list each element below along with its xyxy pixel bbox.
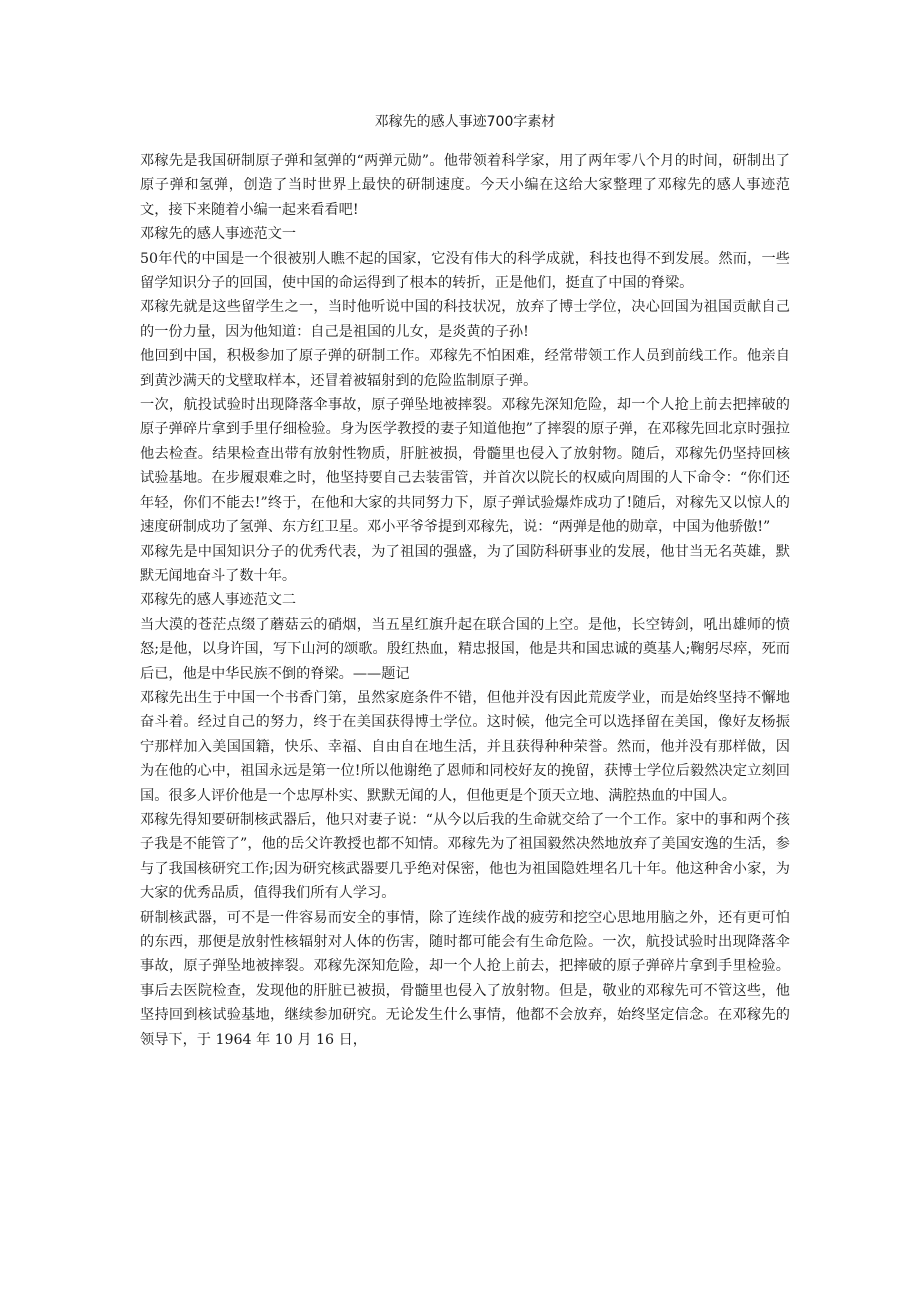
paragraph: 当大漠的苍茫点缀了蘑菇云的硝烟，当五星红旗升起在联合国的上空。是他，长空铸剑，吼出雄师的愤怒;是他，以身许国，写下山河的颂歌。殷红热血，精忠报国，他是共和国忠诚的奠基人;鞠躬尽瘁，死而后已，他是中华民族不倒的脊梁。——题记 (140, 616, 790, 682)
section-heading-two: 邓稼先的感人事迹范文二 (140, 592, 297, 609)
paragraph: 他回到中国，积极参加了原子弹的研制工作。邓稼先不怕困难，经常带领工作人员到前线工作。他亲自到黄沙满天的戈壁取样本，还冒着被辐射到的危险监制原子弹。 (140, 348, 790, 389)
section-heading-one: 邓稼先的感人事迹范文一 (140, 226, 297, 243)
intro-paragraph: 邓稼先是我国研制原子弹和氢弹的“两弹元勋”。他带领着科学家，用了两年零八个月的时间，研制出了原子弹和氢弹，创造了当时世界上最快的研制速度。今天小编在这给大家整理了邓稼先的感人事迹范文，接下来随着小编一起来看看吧! (140, 153, 790, 218)
paragraph: 邓稼先就是这些留学生之一，当时他听说中国的科技状况，放弃了博士学位，决心回国为祖国贡献自己的一份力量，因为他知道：自己是祖国的儿女，是炎黄的子孙! (140, 299, 790, 340)
document-title: 邓稼先的感人事迹700字素材 (374, 114, 556, 130)
paragraph: 邓稼先得知要研制核武器后，他只对妻子说：“从今以后我的生命就交给了一个工作。家中的事和两个孩子我是不能管了”，他的岳父许教授也都不知情。邓稼先为了祖国毅然决然地放弃了美国安逸的生活，参与了我国核研究工作;因为研究核武器要几乎绝对保密，他也为祖国隐姓埋名几十年。他这种舍小家，为大家的优秀品质，值得我们所有人学习。 (140, 811, 790, 902)
paragraph: 50年代的中国是一个很被别人瞧不起的国家，它没有伟大的科学成就，科技也得不到发展。然而，一些留学知识分子的回国，使中国的命运得到了根本的转折，正是他们，挺直了中国的脊梁。 (140, 250, 790, 292)
paragraph: 一次，航投试验时出现降落伞事故，原子弹坠地被摔裂。邓稼先深知危险，却一个人抢上前去把摔破的原子弹碎片拿到手里仔细检验。身为医学教授的妻子知道他抱”了摔裂的原子弹，在邓稼先回北京时强拉他去检查。结果检查出带有放射性物质，肝脏被损，骨髓里也侵入了放射物。随后，邓稼先仍坚持回核试验基地。在步履艰难之时，他坚持要自己去装雷管，并首次以院长的权威向周围的人下命令：“你们还年轻，你们不能去!”终于，在他和大家的共同努力下，原子弹试验爆炸成功了!随后，对稼先又以惊人的速度研制成功了氢弹、东方红卫星。邓小平爷爷提到邓稼先，说：“两弹是他的勋章，中国为他骄傲!” (140, 397, 790, 536)
paragraph: 研制核武器，可不是一件容易而安全的事情，除了连续作战的疲劳和挖空心思地用脑之外，还有更可怕的东西，那便是放射性核辐射对人体的伤害，随时都可能会有生命危险。一次，航投试验时出现降落伞事故，原子弹坠地被摔裂。邓稼先深知危险，却一个人抢上前去，把摔破的原子弹碎片拿到手里检验。事后去医院检查，发现他的肝脏已被损，骨髓里也侵入了放射物。但是，敬业的邓稼先可不管这些，他坚持回到核试验基地，继续参加研究。无论发生什么事情，他都不会放弃，始终坚定信念。在邓稼先的领导下，于 1964 年 10 月 16 日， (140, 909, 790, 1048)
paragraph: 邓稼先出生于中国一个书香门第，虽然家庭条件不错，但他并没有因此荒废学业，而是始终坚持不懈地奋斗着。经过自己的努力，终于在美国获得博士学位。这时候，他完全可以选择留在美国，像好友杨振宁那样加入美国国籍，快乐、幸福、自由自在地生活，并且获得种种荣誉。然而，他并没有那样做，因为在他的心中，祖国永远是第一位!所以他谢绝了恩师和同校好友的挽留，获博士学位后毅然决定立刻回国。很多人评价他是一个忠厚朴实、默默无闻的人，但他更是个顶天立地、满腔热血的中国人。 (140, 689, 790, 804)
paragraph: 邓稼先是中国知识分子的优秀代表，为了祖国的强盛，为了国防科研事业的发展，他甘当无名英雄，默默无闻地奋斗了数十年。 (140, 543, 790, 584)
document-page (140, 112, 790, 1052)
